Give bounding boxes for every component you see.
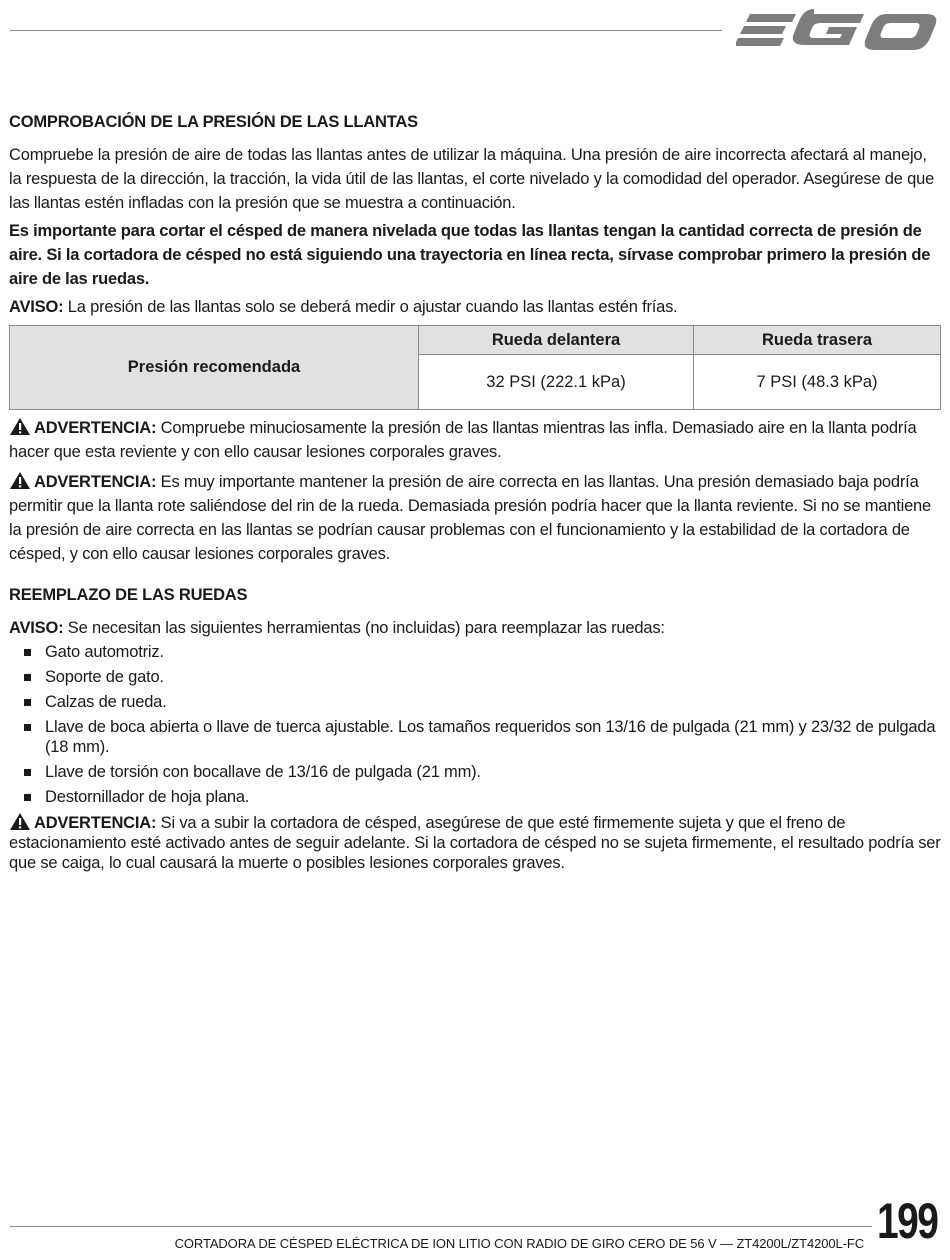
- notice-label: AVISO:: [9, 298, 64, 316]
- warning-label: ADVERTENCIA:: [34, 814, 157, 832]
- warning-correct-pressure: [9, 470, 941, 566]
- intro-paragraph: Compruebe la presión de aire de todas las llantas antes de utilizar la máquina. Una presión de aire incorrecta afectará al manejo, la respuesta de la dirección, la tracción, la vida útil de las llantas, el corte nivelado y la comodidad del operador. Asegúrese de que las llantas estén infladas con la presión que se muestra a continuación.: [9, 146, 935, 212]
- notice-text: Se necesitan las siguientes herramientas (no incluidas) para reemplazar las ruedas:: [63, 619, 665, 637]
- table-col-front-header: Rueda delantera: [419, 326, 694, 355]
- bullet-square-icon: [24, 699, 31, 706]
- notice-tools: [9, 616, 941, 640]
- tire-pressure-table: [9, 325, 941, 410]
- list-item-text: Gato automotriz.: [45, 643, 164, 661]
- notice-text: La presión de las llantas solo se deberá medir o ajustar cuando las llantas estén frías.: [63, 298, 678, 316]
- table-col-rear-header: Rueda trasera: [694, 326, 941, 355]
- page-number: 199: [877, 1193, 938, 1249]
- warning-inflate: [9, 416, 941, 464]
- warning-text: Compruebe minuciosamente la presión de las llantas mientras las infla. Demasiado aire en la llanta podría hacer que esta reviente y con ello causar lesiones corporales graves.: [9, 419, 917, 461]
- bullet-square-icon: [24, 724, 31, 731]
- warning-text: Si va a subir la cortadora de césped, asegúrese de que esté firmemente sujeta y que el freno de estacionamiento esté activado antes de seguir adelante. Si la cortadora de césped no se sujeta firmemente, el resultado podría ser que se caiga, lo cual causará la muerte o posibles lesiones corporales graves.: [9, 814, 941, 872]
- warning-triangle-icon: [9, 417, 31, 436]
- bullet-square-icon: [24, 674, 31, 681]
- bullet-square-icon: [24, 649, 31, 656]
- table-front-value: 32 PSI (222.1 kPa): [419, 355, 694, 410]
- footer-rule: [10, 1226, 872, 1227]
- bullet-square-icon: [24, 794, 31, 801]
- list-item: [9, 762, 941, 782]
- footer-title: CORTADORA DE CÉSPED ELÉCTRICA DE ION LITIO CON RADIO DE GIRO CERO DE 56 V — ZT4200L/ZT4200L-FC: [174, 1236, 864, 1251]
- list-item: [9, 642, 941, 662]
- warning-triangle-icon: [9, 812, 31, 831]
- list-item-text: Destornillador de hoja plana.: [45, 788, 250, 806]
- list-item-text: Calzas de rueda.: [45, 693, 167, 711]
- warning-label: ADVERTENCIA:: [34, 419, 157, 437]
- list-item-text: Llave de torsión con bocallave de 13/16 de pulgada (21 mm).: [45, 763, 481, 781]
- section-heading-wheel-replacement: REEMPLAZO DE LAS RUEDAS: [9, 586, 248, 604]
- warning-label: ADVERTENCIA:: [34, 473, 157, 491]
- notice-cold-tires: [9, 295, 941, 319]
- important-paragraph: Es importante para cortar el césped de manera nivelada que todas las llantas tengan la cantidad correcta de presión de aire. Si la cortadora de césped no está siguiendo una trayectoria en línea recta, sírvase comprobar primero la presión de aire de las ruedas.: [9, 222, 931, 288]
- warning-triangle-icon: [9, 471, 31, 490]
- bullet-square-icon: [24, 769, 31, 776]
- page-content: [9, 111, 941, 873]
- notice-label: AVISO:: [9, 619, 64, 637]
- list-item-text: Soporte de gato.: [45, 668, 164, 686]
- list-item: [9, 667, 941, 687]
- warning-secure-mower: [9, 812, 941, 873]
- list-item: [9, 692, 941, 712]
- warning-text: Es muy importante mantener la presión de aire correcta en las llantas. Una presión demasiado baja podría permitir que la llanta rote saliéndose del rin de la rueda. Demasiada presión podría hacer que la llanta reviente. Si no se mantiene la presión de aire correcta en las llantas se podrían causar problemas con el funcionamiento y la estabilidad de la cortadora de césped, y con ello causar lesiones corporales graves.: [9, 473, 931, 563]
- tools-list: [9, 642, 941, 807]
- list-item: [9, 787, 941, 807]
- list-item-text: Llave de boca abierta o llave de tuerca ajustable. Los tamaños requeridos son 13/16 de pulgada (21 mm) y 23/32 de pulgada (18 mm).: [45, 718, 936, 756]
- table-rear-value: 7 PSI (48.3 kPa): [694, 355, 941, 410]
- list-item: [9, 717, 941, 757]
- table-row-header: Presión recomendada: [10, 326, 419, 410]
- ego-logo: [736, 6, 940, 54]
- header-rule: [10, 30, 722, 31]
- section-heading-tire-pressure: COMPROBACIÓN DE LA PRESIÓN DE LAS LLANTAS: [9, 113, 418, 131]
